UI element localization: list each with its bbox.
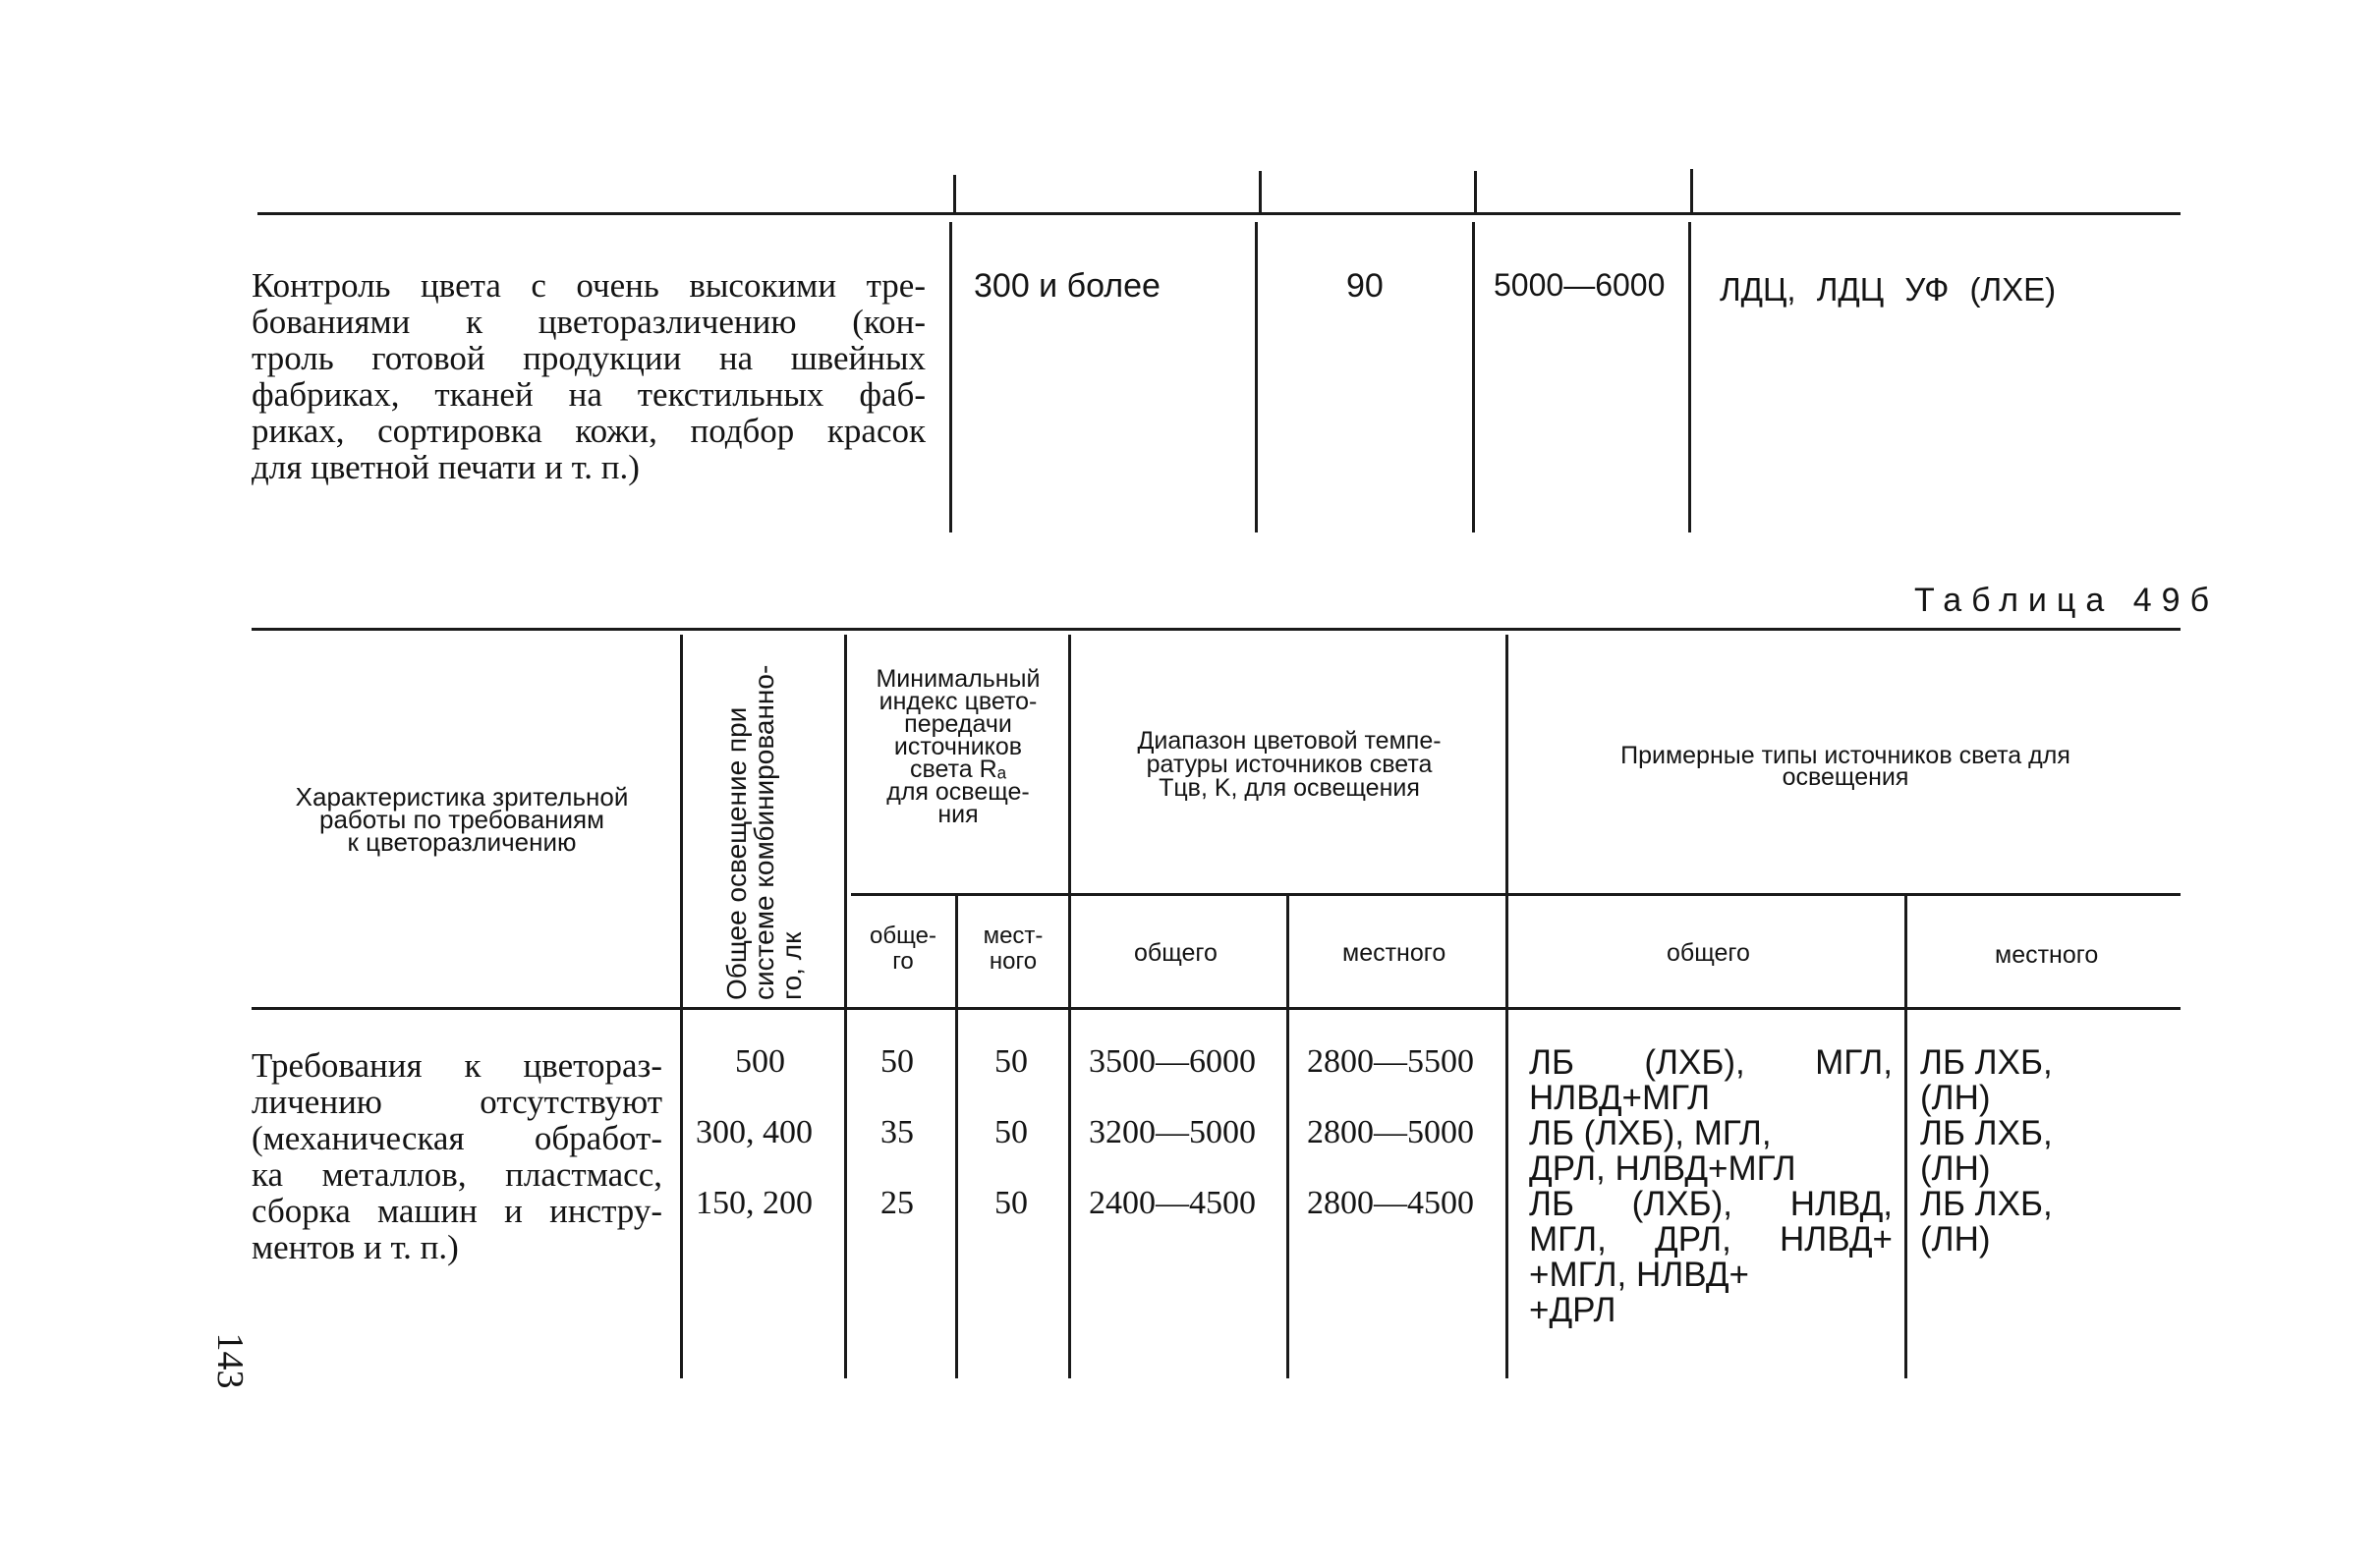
header-line: света Rₐ bbox=[910, 756, 1006, 783]
header-types bbox=[1513, 742, 2178, 791]
table-top-rule bbox=[252, 628, 2181, 631]
header-line: индекс цвето- bbox=[878, 688, 1038, 715]
col-line-2 bbox=[844, 635, 847, 1378]
row-characteristic bbox=[252, 1046, 662, 1266]
top-temperature: 5000—6000 bbox=[1494, 267, 1666, 303]
top-col-line-1 bbox=[949, 222, 952, 532]
col-line-1 bbox=[680, 635, 683, 1378]
types-general-line: +ДРЛ bbox=[1529, 1291, 1616, 1329]
header-line: к цветоразличению bbox=[347, 827, 577, 857]
types-local bbox=[1920, 1045, 2117, 1258]
header-temp-general: общего bbox=[1134, 939, 1218, 967]
value-temp-general: 3200—5000 bbox=[1089, 1114, 1256, 1150]
top-ra: 90 bbox=[1346, 267, 1384, 305]
header-line: Общее освещение при bbox=[720, 706, 752, 1000]
header-line: Диапазон цветовой темпе- bbox=[1137, 727, 1442, 755]
top-tick-2 bbox=[1259, 171, 1262, 212]
col-line-4b bbox=[1904, 896, 1907, 1378]
col-line-2b bbox=[955, 896, 958, 1378]
value-ra-general: 50 bbox=[880, 1043, 914, 1080]
table-caption: Таблица 49б bbox=[1914, 582, 2220, 619]
value-temp-general: 3500—6000 bbox=[1089, 1043, 1256, 1080]
page-number-text: 143 bbox=[209, 1332, 251, 1389]
top-lamps: ЛДЦ, ЛДЦ УФ (ЛХЕ) bbox=[1720, 271, 2057, 308]
header-line: мест- bbox=[983, 923, 1044, 949]
value-temp-local: 2800—5000 bbox=[1307, 1114, 1474, 1150]
row-characteristic-line: ка металлов, пластмасс, bbox=[252, 1155, 662, 1194]
value-ra-local: 50 bbox=[994, 1043, 1028, 1080]
value-temp-local: 2800—4500 bbox=[1307, 1185, 1474, 1221]
header-ra bbox=[851, 665, 1065, 828]
header-line: обще- bbox=[870, 923, 936, 949]
header-ra-general bbox=[851, 923, 955, 975]
top-description-line: троль готовой продукции на швейных bbox=[252, 339, 926, 377]
types-general-line: ЛБ (ЛХБ), НЛВД, bbox=[1529, 1185, 1893, 1223]
header-ra-local bbox=[959, 923, 1067, 975]
page-number bbox=[200, 1316, 259, 1405]
header-line: Минимальный bbox=[876, 665, 1041, 693]
top-description-line: для цветной печати и т. п.) bbox=[252, 448, 640, 486]
value-ra-general: 25 bbox=[880, 1185, 914, 1221]
header-line: Характеристика зрительной bbox=[295, 782, 629, 811]
types-sub-rule bbox=[1508, 893, 2181, 896]
header-temp-local: местного bbox=[1342, 939, 1446, 967]
types-general-line: НЛВД+МГЛ bbox=[1529, 1079, 1711, 1117]
header-line: Tцв, K, для освещения bbox=[1159, 774, 1420, 802]
top-tick-4 bbox=[1690, 169, 1693, 212]
header-line: ного bbox=[989, 948, 1038, 975]
header-line: передачи bbox=[904, 710, 1012, 738]
value-illuminance: 500 bbox=[735, 1043, 785, 1080]
table-header-bottom-rule bbox=[252, 1007, 2181, 1010]
header-line: го, лк bbox=[775, 931, 807, 1000]
top-description bbox=[252, 266, 926, 486]
value-ra-local: 50 bbox=[994, 1185, 1028, 1221]
types-local-line: (ЛН) bbox=[1920, 1220, 1991, 1259]
header-types-local: местного bbox=[1995, 941, 2099, 969]
header-line: Примерные типы источников света для bbox=[1620, 742, 2070, 769]
top-col-line-2 bbox=[1255, 222, 1258, 532]
top-table-header-rule bbox=[257, 212, 2181, 215]
temp-sub-rule bbox=[1071, 893, 1508, 896]
value-temp-local: 2800—5500 bbox=[1307, 1043, 1474, 1080]
top-col-line-3 bbox=[1472, 222, 1475, 532]
types-local-line: (ЛН) bbox=[1920, 1149, 1991, 1188]
top-illuminance: 300 и более bbox=[974, 267, 1161, 305]
col-line-3 bbox=[1068, 635, 1071, 1378]
value-ra-local: 50 bbox=[994, 1114, 1028, 1150]
value-illuminance: 150, 200 bbox=[696, 1185, 813, 1221]
types-local-line: ЛБ ЛХБ, bbox=[1920, 1043, 2053, 1082]
types-general bbox=[1529, 1045, 1893, 1328]
header-line: для освеще- bbox=[886, 778, 1030, 806]
value-ra-general: 35 bbox=[880, 1114, 914, 1150]
top-description-line: Контроль цвета с очень высокими тре- bbox=[252, 266, 926, 305]
header-line: системе комбинированно- bbox=[748, 664, 779, 1000]
types-general-line: ЛБ (ЛХБ), МГЛ, bbox=[1529, 1114, 1772, 1152]
header-temperature bbox=[1075, 729, 1503, 800]
header-line: источников bbox=[893, 733, 1023, 760]
row-characteristic-line: сборка машин и инстру- bbox=[252, 1192, 662, 1230]
value-temp-general: 2400—4500 bbox=[1089, 1185, 1256, 1221]
header-illuminance bbox=[688, 641, 840, 1000]
types-general-line: ДРЛ, НЛВД+МГЛ bbox=[1529, 1149, 1796, 1188]
top-description-line: риках, сортировка кожи, подбор красок bbox=[252, 412, 926, 450]
row-characteristic-line: ментов и т. п.) bbox=[252, 1228, 459, 1266]
top-col-line-4 bbox=[1688, 222, 1691, 532]
header-types-general: общего bbox=[1667, 939, 1750, 967]
col-line-3b bbox=[1286, 896, 1289, 1378]
top-description-line: фабриках, тканей на текстильных фаб- bbox=[252, 375, 926, 414]
ra-sub-rule bbox=[851, 893, 1071, 896]
row-characteristic-line: (механическая обработ- bbox=[252, 1119, 662, 1157]
row-characteristic-line: Требования к цветораз- bbox=[252, 1046, 662, 1085]
top-description-line: бованиями к цветоразличению (кон- bbox=[252, 303, 926, 341]
types-local-line: ЛБ ЛХБ, bbox=[1920, 1185, 2053, 1223]
types-local-line: (ЛН) bbox=[1920, 1079, 1991, 1117]
row-characteristic-line: личению отсутствуют bbox=[252, 1083, 662, 1121]
top-tick-3 bbox=[1474, 171, 1477, 212]
header-line: ратуры источников света bbox=[1146, 751, 1433, 778]
header-line: го bbox=[892, 948, 914, 975]
types-general-line: +МГЛ, НЛВД+ bbox=[1529, 1256, 1749, 1294]
types-local-line: ЛБ ЛХБ, bbox=[1920, 1114, 2053, 1152]
header-characteristic bbox=[257, 782, 666, 857]
types-general-line: МГЛ, ДРЛ, НЛВД+ bbox=[1529, 1220, 1893, 1259]
header-line: ния bbox=[937, 801, 979, 828]
col-line-4 bbox=[1505, 635, 1508, 1378]
types-general-line: ЛБ (ЛХБ), МГЛ, bbox=[1529, 1043, 1893, 1082]
value-illuminance: 300, 400 bbox=[696, 1114, 813, 1150]
header-line: работы по требованиям bbox=[319, 805, 604, 834]
header-line: освещения bbox=[1782, 763, 1909, 791]
top-tick-1 bbox=[953, 175, 956, 212]
